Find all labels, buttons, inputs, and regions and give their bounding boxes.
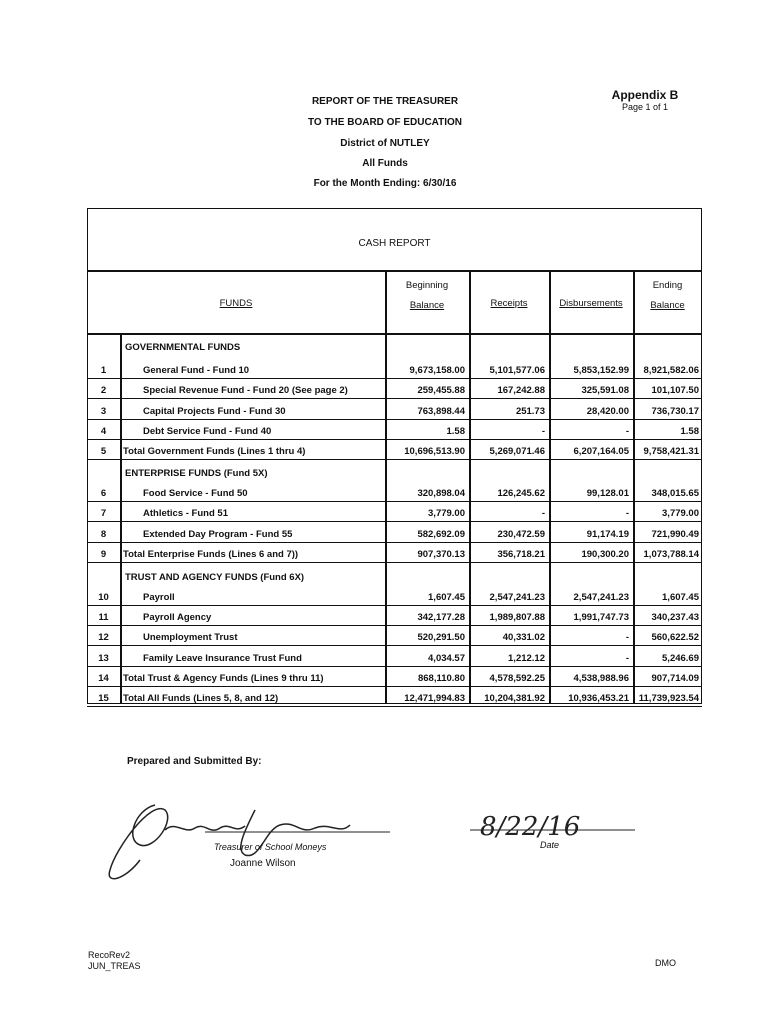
row-number: 14 bbox=[98, 673, 109, 684]
disbursements: - bbox=[625, 426, 629, 437]
row-divider bbox=[87, 501, 702, 502]
fund-name: Debt Service Fund - Fund 40 bbox=[143, 426, 272, 437]
beginning-balance: 10,696,513.90 bbox=[404, 446, 465, 457]
fund-name: Family Leave Insurance Trust Fund bbox=[143, 653, 302, 664]
period-ending: For the Month Ending: 6/30/16 bbox=[313, 178, 457, 189]
row-divider bbox=[87, 398, 702, 399]
cash-report-title: CASH REPORT bbox=[358, 238, 431, 249]
ending-balance: 3,779.00 bbox=[662, 508, 699, 519]
disbursements: 1,991,747.73 bbox=[573, 612, 629, 623]
beginning-balance: 320,898.04 bbox=[417, 488, 465, 499]
beginning-balance: 520,291.50 bbox=[417, 632, 465, 643]
fund-name: Total Trust & Agency Funds (Lines 9 thru 11) bbox=[123, 673, 324, 684]
treasurer-title: Treasurer of School Moneys bbox=[214, 842, 327, 852]
receipts: 5,269,071.46 bbox=[489, 446, 545, 457]
ending-balance: 560,622.52 bbox=[651, 632, 699, 643]
row-number: 9 bbox=[100, 549, 107, 560]
ending-balance: 101,107.50 bbox=[651, 385, 699, 396]
fund-name: Extended Day Program - Fund 55 bbox=[143, 529, 293, 540]
disbursements: 10,936,453.21 bbox=[568, 693, 629, 704]
ending-balance: 8,921,582.06 bbox=[643, 365, 699, 376]
fund-name: Payroll Agency bbox=[143, 612, 212, 623]
beginning-balance: 1,607.45 bbox=[428, 592, 465, 603]
appendix-label: Appendix B bbox=[611, 88, 679, 102]
disbursements: 5,853,152.99 bbox=[573, 365, 629, 376]
row-divider bbox=[87, 521, 702, 522]
row-divider bbox=[87, 439, 702, 440]
disbursements: 99,128.01 bbox=[586, 488, 629, 499]
ending-balance: 11,739,923.54 bbox=[638, 693, 699, 704]
row-divider bbox=[87, 378, 702, 379]
ending-balance: 348,015.65 bbox=[651, 488, 699, 499]
col-header-disbursements: Disbursements bbox=[559, 298, 623, 309]
beginning-balance: 907,370.13 bbox=[417, 549, 465, 560]
fund-name: General Fund - Fund 10 bbox=[143, 365, 250, 376]
date-label: Date bbox=[540, 840, 560, 850]
row-divider bbox=[87, 666, 702, 667]
fund-name: Payroll bbox=[143, 592, 175, 603]
disbursements: 28,420.00 bbox=[586, 406, 629, 417]
beginning-balance: 763,898.44 bbox=[417, 406, 465, 417]
fund-name: Total All Funds (Lines 5, 8, and 12) bbox=[123, 693, 279, 704]
row-number: 11 bbox=[98, 612, 109, 623]
disbursements: 6,207,164.05 bbox=[573, 446, 629, 457]
beginning-balance: 9,673,158.00 bbox=[409, 365, 465, 376]
row-divider bbox=[87, 686, 702, 687]
receipts: 2,547,241.23 bbox=[489, 592, 545, 603]
handwritten-date: 8/22/16 bbox=[480, 812, 581, 842]
col-header-funds: FUNDS bbox=[219, 298, 253, 309]
row-divider bbox=[87, 419, 702, 420]
receipts: 230,472.59 bbox=[497, 529, 545, 540]
disbursements: 4,538,988.96 bbox=[573, 673, 629, 684]
row-divider bbox=[87, 542, 702, 543]
col-header-ending: Ending Balance bbox=[650, 280, 685, 311]
fund-name: Capital Projects Fund - Fund 30 bbox=[143, 406, 286, 417]
beginning-balance: 868,110.80 bbox=[417, 673, 465, 684]
receipts: 126,245.62 bbox=[497, 488, 545, 499]
row-number: 7 bbox=[100, 508, 107, 519]
row-number: 4 bbox=[100, 426, 107, 437]
receipts: 4,578,592.25 bbox=[489, 673, 545, 684]
beginning-balance: 342,177.28 bbox=[417, 612, 465, 623]
receipts: 5,101,577.06 bbox=[489, 365, 545, 376]
appendix-block bbox=[600, 88, 690, 112]
disbursements: 325,591.08 bbox=[581, 385, 629, 396]
row-number: 8 bbox=[100, 529, 107, 540]
receipts: 251.73 bbox=[515, 406, 545, 417]
disbursements: - bbox=[625, 653, 629, 664]
col-header-receipts: Receipts bbox=[490, 298, 528, 309]
row-divider bbox=[87, 706, 702, 707]
treasurer-signature bbox=[95, 790, 395, 890]
beginning-balance: 3,779.00 bbox=[428, 508, 465, 519]
ending-balance: 721,990.49 bbox=[651, 529, 699, 540]
ref-code-2: JUN_TREAS bbox=[88, 961, 141, 971]
beginning-balance: 1.58 bbox=[446, 426, 465, 437]
row-number: 12 bbox=[98, 632, 109, 643]
disbursements: - bbox=[625, 632, 629, 643]
page-indicator: Page 1 of 1 bbox=[621, 102, 669, 112]
fund-name: Athletics - Fund 51 bbox=[143, 508, 228, 519]
receipts: - bbox=[541, 426, 545, 437]
row-number: 13 bbox=[98, 653, 109, 664]
ending-balance: 1,607.45 bbox=[662, 592, 699, 603]
disbursements: 2,547,241.23 bbox=[573, 592, 629, 603]
preparer-initials: DMO bbox=[655, 958, 676, 968]
row-number: 5 bbox=[100, 446, 107, 457]
disbursements: - bbox=[625, 508, 629, 519]
row-divider bbox=[87, 459, 702, 460]
receipts: 356,718.21 bbox=[497, 549, 545, 560]
ref-code-1: RecoRev2 bbox=[88, 950, 131, 960]
row-number: 15 bbox=[98, 693, 109, 704]
ending-balance: 736,730.17 bbox=[651, 406, 699, 417]
receipts: - bbox=[541, 508, 545, 519]
row-number: 1 bbox=[100, 365, 107, 376]
receipts: 1,212.12 bbox=[508, 653, 545, 664]
row-number: 3 bbox=[100, 406, 107, 417]
beginning-balance: 259,455.88 bbox=[417, 385, 465, 396]
report-title: REPORT OF THE TREASURER bbox=[311, 96, 459, 107]
treasurer-name: Joanne Wilson bbox=[230, 858, 296, 869]
col-header-beginning: Beginning Balance bbox=[405, 280, 449, 311]
beginning-balance: 4,034.57 bbox=[428, 653, 465, 664]
receipts: 10,204,381.92 bbox=[484, 693, 545, 704]
district-name: District of NUTLEY bbox=[340, 138, 430, 149]
row-divider bbox=[87, 562, 702, 563]
row-divider bbox=[87, 645, 702, 646]
fund-name: Total Government Funds (Lines 1 thru 4) bbox=[123, 446, 306, 457]
report-subtitle: TO THE BOARD OF EDUCATION bbox=[307, 117, 463, 128]
ending-balance: 5,246.69 bbox=[662, 653, 699, 664]
disbursements: 91,174.19 bbox=[586, 529, 629, 540]
row-number: 2 bbox=[100, 385, 107, 396]
ending-balance: 9,758,421.31 bbox=[643, 446, 699, 457]
receipts: 167,242.88 bbox=[497, 385, 545, 396]
beginning-balance: 582,692.09 bbox=[417, 529, 465, 540]
disbursements: 190,300.20 bbox=[581, 549, 629, 560]
fund-scope: All Funds bbox=[362, 158, 408, 169]
ending-balance: 1.58 bbox=[680, 426, 699, 437]
fund-name: Total Enterprise Funds (Lines 6 and 7)) bbox=[123, 549, 299, 560]
ending-balance: 907,714.09 bbox=[651, 673, 699, 684]
row-divider bbox=[87, 605, 702, 606]
receipts: 1,989,807.88 bbox=[489, 612, 545, 623]
prepared-by-label: Prepared and Submitted By: bbox=[127, 756, 262, 767]
fund-name: Special Revenue Fund - Fund 20 (See page 2) bbox=[143, 385, 348, 396]
fund-name: Food Service - Fund 50 bbox=[143, 488, 248, 499]
row-number: 10 bbox=[98, 592, 109, 603]
ending-balance: 340,237.43 bbox=[651, 612, 699, 623]
fund-name: Unemployment Trust bbox=[143, 632, 238, 643]
row-number: 6 bbox=[100, 488, 107, 499]
receipts: 40,331.02 bbox=[502, 632, 545, 643]
beginning-balance: 12,471,994.83 bbox=[404, 693, 465, 704]
row-divider bbox=[87, 625, 702, 626]
ending-balance: 1,073,788.14 bbox=[643, 549, 699, 560]
